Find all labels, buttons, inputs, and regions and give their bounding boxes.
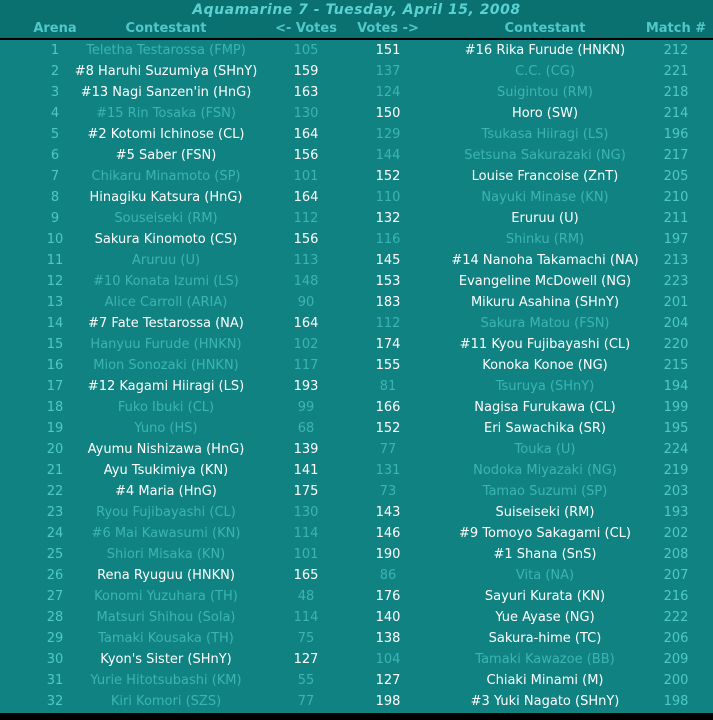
arena-number: 1 — [50, 43, 60, 58]
table-row — [0, 103, 713, 124]
right-contestant-name: Tsukasa Hiiragi (LS) — [481, 127, 609, 142]
right-contestant-name: Louise Francoise (ZnT) — [471, 169, 619, 184]
left-contestant-name: #10 Konata Izumi (LS) — [93, 274, 239, 289]
left-contestant-name: Fuko Ibuki (CL) — [117, 400, 215, 415]
arena-number: 31 — [46, 673, 64, 688]
right-contestant-name: Eruruu (U) — [511, 211, 579, 226]
left-votes: 164 — [293, 127, 319, 142]
left-contestant-name: Ryou Fujibayashi (CL) — [96, 505, 236, 520]
arena-number: 27 — [46, 589, 64, 604]
left-votes: 90 — [297, 295, 315, 310]
match-number: 216 — [663, 589, 689, 604]
match-number: 212 — [663, 43, 689, 58]
match-number: 196 — [663, 127, 689, 142]
right-contestant-name: Vita (NA) — [515, 568, 575, 583]
match-number: 208 — [663, 547, 689, 562]
left-votes: 102 — [293, 337, 319, 352]
left-votes: 48 — [297, 589, 315, 604]
right-contestant-name: Horo (SW) — [511, 106, 579, 121]
right-contestant-name: #16 Rika Furude (HNKN) — [464, 43, 626, 58]
table-row — [0, 397, 713, 418]
column-header-right-votes: Votes -> — [357, 21, 419, 36]
match-number: 214 — [663, 106, 689, 121]
match-number: 199 — [663, 400, 689, 415]
arena-number: 14 — [46, 316, 64, 331]
right-contestant-name: Suigintou (RM) — [496, 85, 594, 100]
right-votes: 198 — [375, 694, 401, 709]
right-votes: 104 — [375, 652, 401, 667]
left-contestant-name: #5 Saber (FSN) — [115, 148, 217, 163]
table-row — [0, 418, 713, 439]
right-votes: 176 — [375, 589, 401, 604]
right-contestant-name: Nagisa Furukawa (CL) — [474, 400, 616, 415]
right-contestant-name: #14 Nanoha Takamachi (NA) — [451, 253, 639, 268]
arena-number: 24 — [46, 526, 64, 541]
right-votes: 77 — [379, 442, 397, 457]
left-contestant-name: Sakura Kinomoto (CS) — [94, 232, 238, 247]
match-number: 221 — [663, 64, 689, 79]
right-votes: 150 — [375, 106, 401, 121]
left-votes: 68 — [297, 421, 315, 436]
right-contestant-name: Sakura-hime (TC) — [488, 631, 602, 646]
right-contestant-name: #3 Yuki Nagato (SHnY) — [470, 694, 620, 709]
table-row — [0, 628, 713, 649]
arena-number: 15 — [46, 337, 64, 352]
left-votes: 139 — [293, 442, 319, 457]
right-votes: 137 — [375, 64, 401, 79]
right-contestant-name: Mikuru Asahina (SHnY) — [470, 295, 620, 310]
left-votes: 164 — [293, 190, 319, 205]
match-number: 193 — [663, 505, 689, 520]
right-contestant-name: Touka (U) — [514, 442, 576, 457]
left-contestant-name: #8 Haruhi Suzumiya (SHnY) — [74, 64, 258, 79]
right-votes: 132 — [375, 211, 401, 226]
match-number: 211 — [663, 211, 689, 226]
left-contestant-name: Shiori Misaka (KN) — [106, 547, 226, 562]
left-contestant-name: Teletha Testarossa (FMP) — [86, 43, 246, 58]
match-number: 194 — [663, 379, 689, 394]
left-contestant-name: #13 Nagi Sanzen'in (HnG) — [80, 85, 252, 100]
column-header-left-contestant: Contestant — [125, 21, 207, 36]
arena-number: 9 — [50, 211, 60, 226]
right-votes: 110 — [375, 190, 401, 205]
left-votes: 127 — [293, 652, 319, 667]
table-row — [0, 523, 713, 544]
table-row — [0, 607, 713, 628]
match-number: 218 — [663, 85, 689, 100]
table-row — [0, 439, 713, 460]
left-contestant-name: Alice Carroll (ARIA) — [104, 295, 228, 310]
table-row — [0, 586, 713, 607]
right-votes: 152 — [375, 169, 401, 184]
arena-number: 12 — [46, 274, 64, 289]
table-row — [0, 460, 713, 481]
arena-number: 28 — [46, 610, 64, 625]
left-votes: 164 — [293, 316, 319, 331]
left-contestant-name: Souseiseki (RM) — [114, 211, 218, 226]
left-votes: 130 — [293, 106, 319, 121]
left-votes: 165 — [293, 568, 319, 583]
arena-number: 2 — [50, 64, 60, 79]
table-row — [0, 544, 713, 565]
table-row — [0, 40, 713, 61]
table-body — [0, 40, 713, 712]
right-votes: 138 — [375, 631, 401, 646]
table-row — [0, 670, 713, 691]
arena-number: 6 — [50, 148, 60, 163]
arena-number: 22 — [46, 484, 64, 499]
right-votes: 146 — [375, 526, 401, 541]
arena-number: 11 — [46, 253, 64, 268]
left-contestant-name: Ayumu Nishizawa (HnG) — [87, 442, 245, 457]
match-number: 220 — [663, 337, 689, 352]
arena-number: 20 — [46, 442, 64, 457]
table-row — [0, 187, 713, 208]
right-contestant-name: #11 Kyou Fujibayashi (CL) — [459, 337, 631, 352]
table-row — [0, 481, 713, 502]
arena-number: 25 — [46, 547, 64, 562]
left-contestant-name: Ayu Tsukimiya (KN) — [103, 463, 229, 478]
match-number: 204 — [663, 316, 689, 331]
arena-number: 7 — [50, 169, 60, 184]
right-contestant-name: Sayuri Kurata (KN) — [484, 589, 606, 604]
right-votes: 127 — [375, 673, 401, 688]
left-votes: 77 — [297, 694, 315, 709]
column-header-arena: Arena — [33, 21, 77, 36]
left-votes: 75 — [297, 631, 315, 646]
left-votes: 156 — [293, 148, 319, 163]
table-row — [0, 250, 713, 271]
right-contestant-name: Chiaki Minami (M) — [486, 673, 604, 688]
table-row — [0, 292, 713, 313]
right-votes: 174 — [375, 337, 401, 352]
arena-number: 19 — [46, 421, 64, 436]
right-contestant-name: Konoka Konoe (NG) — [482, 358, 608, 373]
left-votes: 101 — [293, 169, 319, 184]
right-votes: 140 — [375, 610, 401, 625]
arena-number: 10 — [46, 232, 64, 247]
left-votes: 114 — [293, 610, 319, 625]
arena-number: 29 — [46, 631, 64, 646]
right-contestant-name: Tsuruya (SHnY) — [495, 379, 595, 394]
right-contestant-name: Sakura Matou (FSN) — [480, 316, 610, 331]
arena-number: 17 — [46, 379, 64, 394]
left-contestant-name: Hanyuu Furude (HNKN) — [90, 337, 242, 352]
column-header-match: Match # — [645, 21, 707, 36]
right-contestant-name: Tamaki Kawazoe (BB) — [475, 652, 615, 667]
right-votes: 166 — [375, 400, 401, 415]
arena-number: 8 — [50, 190, 60, 205]
right-contestant-name: #9 Tomoyo Sakagami (CL) — [459, 526, 631, 541]
right-votes: 86 — [379, 568, 397, 583]
table-row — [0, 355, 713, 376]
right-votes: 145 — [375, 253, 401, 268]
table-row — [0, 61, 713, 82]
left-votes: 99 — [297, 400, 315, 415]
right-votes: 151 — [375, 43, 401, 58]
left-contestant-name: #12 Kagami Hiiragi (LS) — [87, 379, 245, 394]
right-votes: 124 — [375, 85, 401, 100]
table-row — [0, 649, 713, 670]
arena-number: 5 — [50, 127, 60, 142]
match-number: 213 — [663, 253, 689, 268]
right-votes: 152 — [375, 421, 401, 436]
table-row — [0, 208, 713, 229]
arena-number: 30 — [46, 652, 64, 667]
right-contestant-name: Tamao Suzumi (SP) — [482, 484, 608, 499]
right-contestant-name: Setsuna Sakurazaki (NG) — [464, 148, 626, 163]
left-contestant-name: #2 Kotomi Ichinose (CL) — [87, 127, 245, 142]
page-title: Aquamarine 7 - Tuesday, April 15, 2008 — [192, 2, 521, 18]
right-contestant-name: Yue Ayase (NG) — [495, 610, 595, 625]
right-votes: 73 — [379, 484, 397, 499]
left-votes: 156 — [293, 232, 319, 247]
left-contestant-name: Kiri Komori (SZS) — [110, 694, 222, 709]
match-number: 224 — [663, 442, 689, 457]
table-row — [0, 313, 713, 334]
left-contestant-name: #15 Rin Tosaka (FSN) — [96, 106, 236, 121]
arena-number: 3 — [50, 85, 60, 100]
right-contestant-name: Eri Sawachika (SR) — [484, 421, 606, 436]
table-row — [0, 229, 713, 250]
bottom-divider — [0, 713, 713, 720]
match-number: 198 — [663, 694, 689, 709]
left-contestant-name: Yuno (HS) — [134, 421, 198, 436]
left-contestant-name: Aruruu (U) — [131, 253, 201, 268]
arena-number: 26 — [46, 568, 64, 583]
match-number: 219 — [663, 463, 689, 478]
arena-number: 21 — [46, 463, 64, 478]
right-contestant-name: Nodoka Miyazaki (NG) — [473, 463, 617, 478]
right-contestant-name: Evangeline McDowell (NG) — [458, 274, 632, 289]
left-votes: 113 — [293, 253, 319, 268]
right-votes: 131 — [375, 463, 401, 478]
arena-number: 18 — [46, 400, 64, 415]
right-contestant-name: Suiseiseki (RM) — [495, 505, 595, 520]
left-contestant-name: Yurie Hitotsubashi (KM) — [90, 673, 242, 688]
match-number: 217 — [663, 148, 689, 163]
left-contestant-name: Kyon's Sister (SHnY) — [100, 652, 232, 667]
table-row — [0, 145, 713, 166]
match-number: 215 — [663, 358, 689, 373]
match-number: 209 — [663, 652, 689, 667]
left-contestant-name: Chikaru Minamoto (SP) — [91, 169, 241, 184]
right-votes: 155 — [375, 358, 401, 373]
left-votes: 148 — [293, 274, 319, 289]
arena-number: 4 — [50, 106, 60, 121]
right-votes: 116 — [375, 232, 401, 247]
match-number: 210 — [663, 190, 689, 205]
right-contestant-name: Shinku (RM) — [505, 232, 585, 247]
right-contestant-name: C.C. (CG) — [515, 64, 575, 79]
match-number: 223 — [663, 274, 689, 289]
left-votes: 105 — [293, 43, 319, 58]
arena-number: 23 — [46, 505, 64, 520]
arena-number: 16 — [46, 358, 64, 373]
arena-number: 13 — [46, 295, 64, 310]
column-header-right-contestant: Contestant — [504, 21, 586, 36]
left-contestant-name: Rena Ryuguu (HNKN) — [97, 568, 235, 583]
left-votes: 159 — [293, 64, 319, 79]
left-votes: 193 — [293, 379, 319, 394]
left-contestant-name: #6 Mai Kawasumi (KN) — [91, 526, 241, 541]
left-contestant-name: Konomi Yuzuhara (TH) — [94, 589, 238, 604]
right-votes: 144 — [375, 148, 401, 163]
table-row — [0, 502, 713, 523]
match-number: 197 — [663, 232, 689, 247]
table-row — [0, 271, 713, 292]
right-contestant-name: Nayuki Minase (KN) — [481, 190, 609, 205]
masthead — [0, 0, 713, 40]
right-votes: 143 — [375, 505, 401, 520]
table-header — [0, 20, 713, 38]
left-votes: 55 — [297, 673, 315, 688]
match-number: 222 — [663, 610, 689, 625]
left-votes: 141 — [293, 463, 319, 478]
left-contestant-name: #4 Maria (HnG) — [115, 484, 217, 499]
match-number: 207 — [663, 568, 689, 583]
table-row — [0, 334, 713, 355]
table-row — [0, 124, 713, 145]
right-votes: 129 — [375, 127, 401, 142]
right-votes: 183 — [375, 295, 401, 310]
left-votes: 163 — [293, 85, 319, 100]
left-votes: 117 — [293, 358, 319, 373]
left-contestant-name: Mion Sonozaki (HNKN) — [93, 358, 239, 373]
match-number: 202 — [663, 526, 689, 541]
left-votes: 101 — [293, 547, 319, 562]
left-contestant-name: Hinagiku Katsura (HnG) — [89, 190, 243, 205]
left-votes: 114 — [293, 526, 319, 541]
right-votes: 190 — [375, 547, 401, 562]
right-votes: 81 — [379, 379, 397, 394]
table-row — [0, 691, 713, 712]
left-contestant-name: Tamaki Kousaka (TH) — [98, 631, 234, 646]
match-number: 205 — [663, 169, 689, 184]
left-contestant-name: #7 Fate Testarossa (NA) — [88, 316, 244, 331]
left-votes: 130 — [293, 505, 319, 520]
column-header-left-votes: <- Votes — [275, 21, 337, 36]
right-contestant-name: #1 Shana (SnS) — [493, 547, 597, 562]
match-number: 203 — [663, 484, 689, 499]
right-votes: 153 — [375, 274, 401, 289]
arena-number: 32 — [46, 694, 64, 709]
table-row — [0, 565, 713, 586]
left-contestant-name: Matsuri Shihou (Sola) — [96, 610, 236, 625]
match-number: 206 — [663, 631, 689, 646]
table-row — [0, 166, 713, 187]
right-votes: 112 — [375, 316, 401, 331]
left-votes: 112 — [293, 211, 319, 226]
match-number: 201 — [663, 295, 689, 310]
table-row — [0, 82, 713, 103]
match-number: 200 — [663, 673, 689, 688]
left-votes: 175 — [293, 484, 319, 499]
table-row — [0, 376, 713, 397]
match-number: 195 — [663, 421, 689, 436]
